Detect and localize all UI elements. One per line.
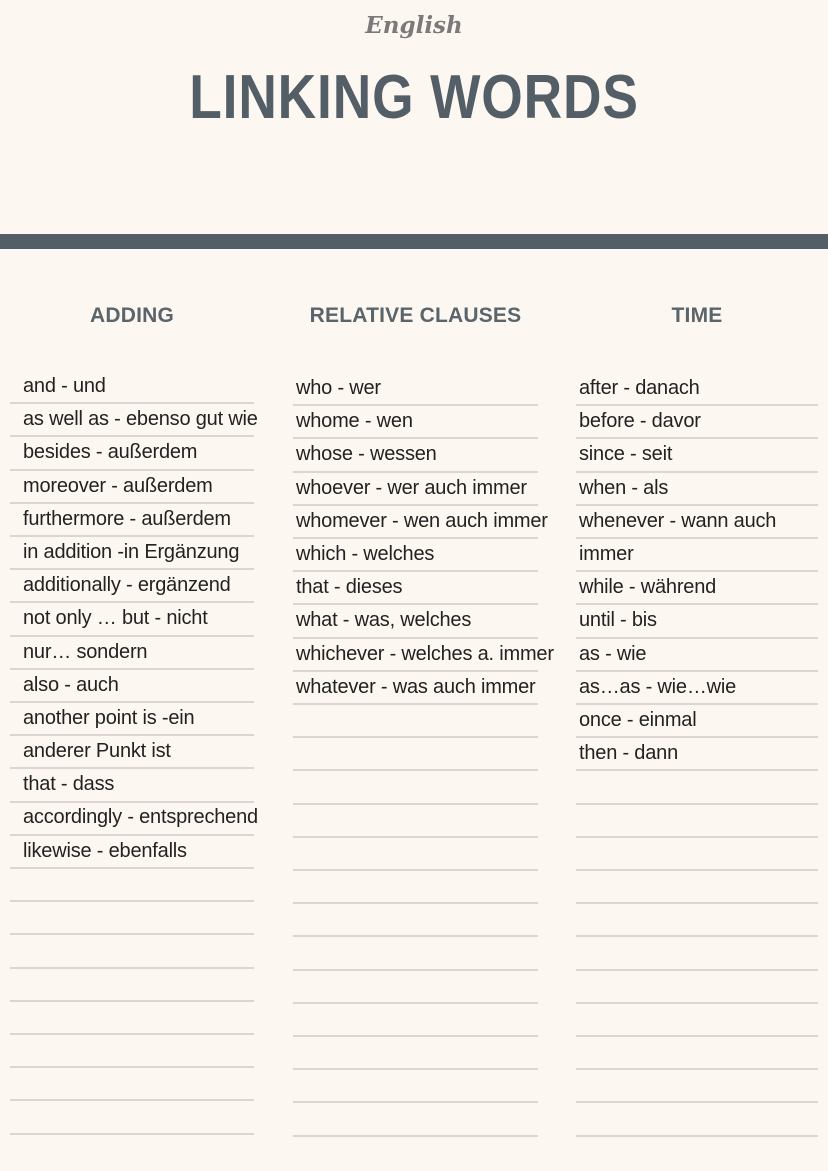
word-list-time [576, 373, 818, 771]
column-relative-clauses [293, 290, 554, 698]
ruled-line [576, 836, 818, 871]
ruled-line [293, 902, 538, 937]
list-item: whomever - wen auch immer [296, 509, 548, 532]
list-item: while - während [579, 576, 717, 599]
list-item: nur… sondern [23, 640, 148, 663]
ruled-line [293, 836, 538, 871]
page-title: LINKING WORDS [189, 63, 639, 132]
list-item: that - dieses [296, 576, 403, 599]
ruled-line [576, 1035, 818, 1070]
ruled-line [576, 935, 818, 970]
ruled-line [10, 967, 254, 1002]
ruled-line [10, 1033, 254, 1068]
list-item: and - und [23, 375, 106, 397]
ruled-line [293, 703, 538, 738]
ruled-line [10, 933, 254, 968]
ruled-line [293, 736, 538, 771]
list-item: as well as - ebenso gut wie [23, 408, 258, 431]
list-item: whoever - wer auch immer [296, 476, 527, 499]
ruled-line [293, 935, 538, 970]
ruled-line [293, 1101, 538, 1136]
list-item: whatever - was auch immer [296, 675, 536, 698]
subject-label: English [365, 12, 463, 39]
list-item: when - als [579, 476, 669, 499]
list-item: before - davor [579, 410, 701, 433]
list-item: that - dass [23, 773, 115, 796]
ruled-line [576, 1101, 818, 1136]
list-item: as…as - wie…wie [579, 675, 737, 698]
list-item: furthermore - außerdem [23, 507, 231, 530]
list-item: which - welches [296, 542, 435, 565]
list-item: not only … but - nicht [23, 607, 208, 630]
ruled-line [576, 803, 818, 838]
column-heading-relative-clauses: RELATIVE CLAUSES [309, 304, 522, 327]
list-item: also - auch [23, 673, 119, 696]
ruled-line [10, 900, 254, 935]
list-item: what - was, welches [296, 609, 472, 632]
ruled-line [576, 869, 818, 904]
list-item: anderer Punkt ist [23, 740, 171, 763]
header-divider-bar [0, 234, 828, 249]
ruled-line [10, 1099, 254, 1134]
list-item: whome - wen [296, 410, 413, 433]
list-item: whenever - wann auch [579, 509, 777, 532]
ruled-line [293, 869, 538, 904]
list-item: once - einmal [579, 708, 697, 731]
column-time [576, 290, 818, 765]
ruled-line [576, 1068, 818, 1103]
list-item: then - dann [579, 742, 678, 765]
ruled-line [293, 1002, 538, 1037]
list-item: in addition -in Ergänzung [23, 540, 240, 563]
list-item: who - wer [296, 377, 381, 399]
list-item: additionally - ergänzend [23, 574, 231, 597]
column-heading-time: TIME [671, 304, 723, 327]
ruled-line [10, 1000, 254, 1035]
list-item: since - seit [579, 443, 673, 466]
ruled-line [293, 969, 538, 1004]
list-item: as - wie [579, 642, 647, 665]
column-adding [10, 290, 258, 862]
list-item: besides - außerdem [23, 441, 198, 464]
list-item: immer [579, 542, 634, 565]
ruled-line [10, 1066, 254, 1101]
ruled-line [293, 1035, 538, 1070]
ruled-line [576, 969, 818, 1004]
word-list-relative-clauses [293, 373, 554, 705]
word-list-adding [10, 371, 258, 869]
ruled-line [293, 769, 538, 804]
list-item: whichever - welches a. immer [296, 642, 554, 665]
list-item: until - bis [579, 609, 657, 632]
ruled-line [576, 769, 818, 804]
list-item: whose - wessen [296, 443, 437, 466]
ruled-line [576, 1002, 818, 1037]
column-heading-adding: ADDING [89, 304, 175, 327]
ruled-line [293, 803, 538, 838]
list-item: moreover - außerdem [23, 474, 213, 497]
ruled-line [10, 867, 254, 902]
ruled-line [576, 902, 818, 937]
list-item: after - danach [579, 377, 700, 399]
list-item: likewise - ebenfalls [23, 839, 187, 862]
list-item: accordingly - entsprechend [23, 806, 258, 829]
list-item: another point is -ein [23, 706, 195, 729]
ruled-line [293, 1068, 538, 1103]
